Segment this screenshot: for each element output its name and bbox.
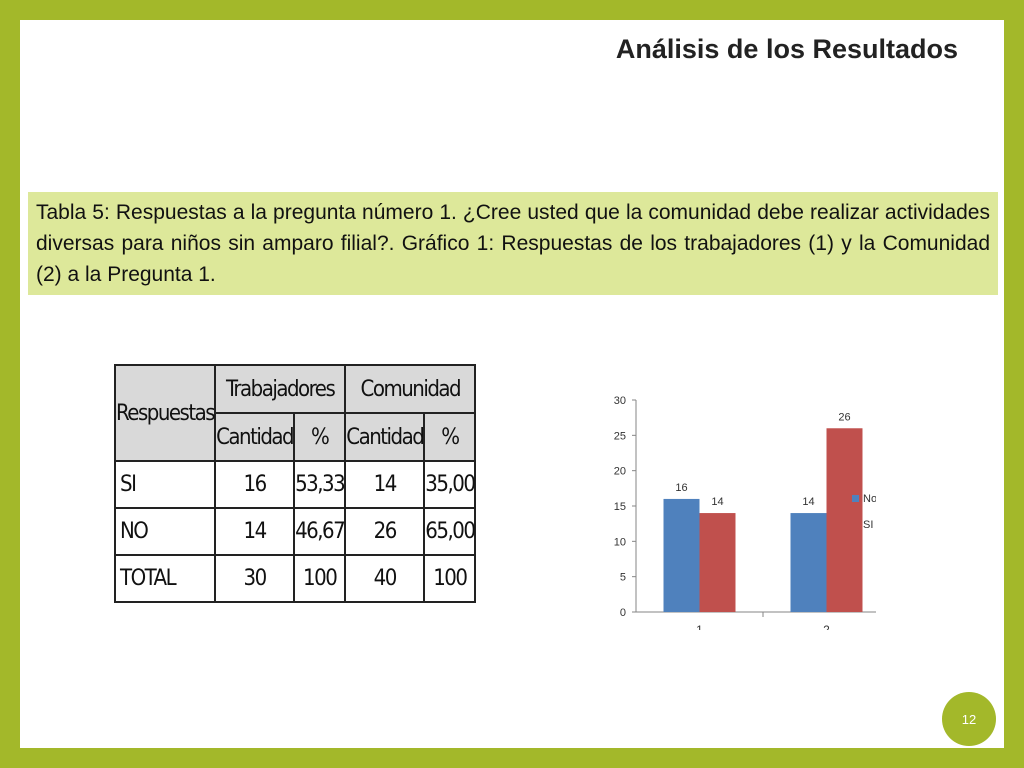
y-tick-label: 0 bbox=[619, 607, 626, 619]
y-tick-label: 30 bbox=[613, 395, 626, 407]
y-tick-label: 10 bbox=[613, 536, 626, 549]
header-cantidad-trabajadores: Cantidad bbox=[215, 413, 294, 461]
cell-comunidad-pct: 35,00 bbox=[424, 461, 475, 508]
header-respuestas: Respuestas bbox=[115, 365, 215, 461]
cell-trabajadores-cantidad: 16 bbox=[215, 461, 294, 508]
cell-trabajadores-cantidad: 30 bbox=[215, 555, 294, 602]
legend-swatch-si bbox=[852, 521, 859, 528]
header-pct-comunidad: % bbox=[424, 413, 475, 461]
slide-title: Análisis de los Resultados bbox=[615, 34, 958, 64]
cell-comunidad-pct: 65,00 bbox=[424, 508, 475, 555]
cell-trabajadores-pct: 100 bbox=[294, 555, 345, 602]
cell-comunidad-cantidad: 40 bbox=[345, 555, 424, 602]
header-trabajadores: Trabajadores bbox=[215, 365, 345, 413]
cell-trabajadores-cantidad: 14 bbox=[215, 508, 294, 555]
cell-comunidad-cantidad: 26 bbox=[345, 508, 424, 555]
table-row bbox=[115, 461, 475, 508]
legend-label: No bbox=[863, 493, 876, 505]
bar-no-2 bbox=[791, 513, 827, 612]
header-comunidad: Comunidad bbox=[345, 365, 475, 413]
y-tick-label: 20 bbox=[613, 465, 626, 478]
row-label: NO bbox=[115, 508, 215, 555]
bar-si-1 bbox=[700, 513, 736, 612]
y-tick-label: 15 bbox=[613, 501, 626, 513]
header-cantidad-comunidad: Cantidad bbox=[345, 413, 424, 461]
cell-comunidad-cantidad: 14 bbox=[345, 461, 424, 508]
bar-chart-svg bbox=[576, 370, 876, 630]
bar-si-2 bbox=[827, 428, 863, 612]
table-row bbox=[115, 508, 475, 555]
cell-trabajadores-pct: 46,67 bbox=[294, 508, 345, 555]
y-tick-label: 25 bbox=[613, 430, 626, 443]
page-number: 12 bbox=[942, 692, 996, 746]
data-label: 14 bbox=[802, 496, 815, 509]
legend-label: SI bbox=[863, 519, 874, 531]
data-label: 14 bbox=[711, 496, 724, 509]
caption-box: Tabla 5: Respuestas a la pregunta número 1. ¿Cree usted que la comunidad debe realizar actividades diversas para niños sin amparo filial?. Gráfico 1: Respuestas de los trabajadores (1) y la Comunidad (2) a la Pregunta 1. bbox=[28, 192, 998, 295]
results-table bbox=[114, 364, 476, 603]
header-pct-trabajadores: % bbox=[294, 413, 345, 461]
bar-chart bbox=[576, 370, 876, 630]
row-label: TOTAL bbox=[115, 555, 215, 602]
cell-comunidad-pct: 100 bbox=[424, 555, 475, 602]
data-label: 26 bbox=[838, 411, 851, 424]
cell-trabajadores-pct: 53,33 bbox=[294, 461, 345, 508]
table-row bbox=[115, 555, 475, 602]
legend-swatch-no bbox=[852, 495, 859, 502]
bar-no-1 bbox=[664, 499, 700, 612]
y-tick-label: 5 bbox=[619, 571, 626, 584]
x-tick-label: 2 bbox=[823, 623, 830, 630]
row-label: SI bbox=[115, 461, 215, 508]
data-label: 16 bbox=[675, 481, 688, 494]
x-tick-label: 1 bbox=[696, 623, 703, 630]
